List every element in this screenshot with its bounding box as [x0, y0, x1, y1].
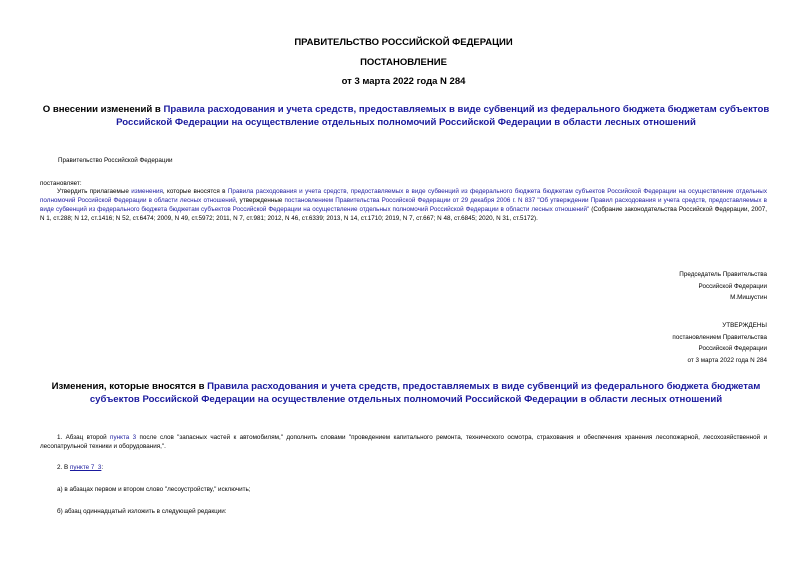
- point-3-link[interactable]: пункта 3: [110, 434, 137, 441]
- signature-line-2: Российской Федерации: [698, 282, 767, 290]
- main-paragraph: [40, 187, 767, 223]
- item-2-text-a: 2. В: [57, 464, 70, 471]
- approved-block: [672, 320, 767, 366]
- signature-block: [679, 269, 767, 304]
- item-2b: б) абзац одиннадцатый изложить в следующей редакции:: [57, 508, 227, 515]
- p1-text-c: , утвержденные: [235, 197, 285, 204]
- p1-text-b: , которые вносятся в: [162, 188, 228, 195]
- approved-line-1: УТВЕРЖДЕНЫ: [722, 322, 767, 329]
- item-2-text-b: :: [101, 464, 104, 471]
- changes-title-rules-link[interactable]: Правила расходования и учета средств, предоставляемых в виде субвенций из федерального бюджета бюджетам субъектов Российской Федерации на осуществление отдельных полномочий Российской Федерации в области лесных отношений: [89, 381, 761, 405]
- item-2: [57, 463, 103, 472]
- approved-line-4: от 3 марта 2022 года N 284: [687, 356, 767, 364]
- item-1-text-a: 1. Абзац второй: [57, 434, 111, 441]
- doc-type-heading: ПОСТАНОВЛЕНИЕ: [360, 57, 447, 68]
- changes-title: [36, 381, 776, 406]
- date-number: от 3 марта 2022 года N 284: [341, 76, 466, 87]
- resolution-837-link[interactable]: постановлением Правительства Российской Федерации от 29 декабря 2006 г. N 837 "Об утверждении Правил расходования и учета средств, предоставляемых в виде субвенций из федерального бюджета бюджетам субъектов Российской Федерации на осуществление отдельных полномочий Российской Федерации в области лесных отношений": [40, 197, 767, 213]
- government-label: Правительство Российской Федерации: [58, 157, 173, 164]
- document-title: [36, 104, 776, 129]
- point-7-3-link[interactable]: пункте 7_3: [69, 464, 102, 471]
- signature-name: М.Мишустин: [730, 294, 767, 301]
- item-1: [40, 433, 767, 451]
- changes-title-prefix: Изменения, которые вносятся в: [51, 381, 208, 392]
- decrees-label: постановляет:: [40, 180, 82, 187]
- approved-line-3: Российской Федерации: [698, 345, 767, 352]
- org-heading: ПРАВИТЕЛЬСТВО РОССИЙСКОЙ ФЕДЕРАЦИИ: [294, 37, 513, 48]
- item-2a: а) в абзацах первом и втором слово "лесоустройству," исключить;: [57, 486, 251, 493]
- approved-line-2: постановлением Правительства: [672, 333, 767, 341]
- p1-text-a: Утвердить прилагаемые: [57, 188, 132, 195]
- changes-link[interactable]: изменения: [131, 188, 163, 195]
- title-rules-link[interactable]: Правила расходования и учета средств, предоставляемых в виде субвенций из федерального бюджета бюджетам субъектов Российской Федерации на осуществление отдельных полномочий Российской Федерации в области лесных отношений: [116, 104, 770, 128]
- signature-line-1: Председатель Правительства: [679, 271, 767, 278]
- title-prefix: О внесении изменений в: [42, 104, 164, 115]
- p1-text-d: (Собрание законодательства Российской Федерации, 2007, N 1, ст.288; N 12, ст.1416; N 52, ст.6474; 2009, N 49, ст.5972; 2011, N 7, ст.981; 2012, N 46, ст.6339; 2013, N 14, ст.1710; 2019, N 7, ст.667; N 48, ст.6845; 2020, N 31, ст.5172).: [40, 206, 768, 222]
- rules-link[interactable]: Правила расходования и учета средств, предоставляемых в виде субвенций из федерального бюджета бюджетам субъектов Российской Федерации на осуществление отдельных полномочий Российской Федерации в области лесных отношений: [40, 188, 767, 204]
- item-1-text-b: после слов "запасных частей к автомобилям," дополнить словами "проведением капитального ремонта, технического осмотра, страхования и обеспечения хранения лесопожарной, лесохозяйственной и лесопатрульной техники и оборудования,".: [40, 434, 767, 450]
